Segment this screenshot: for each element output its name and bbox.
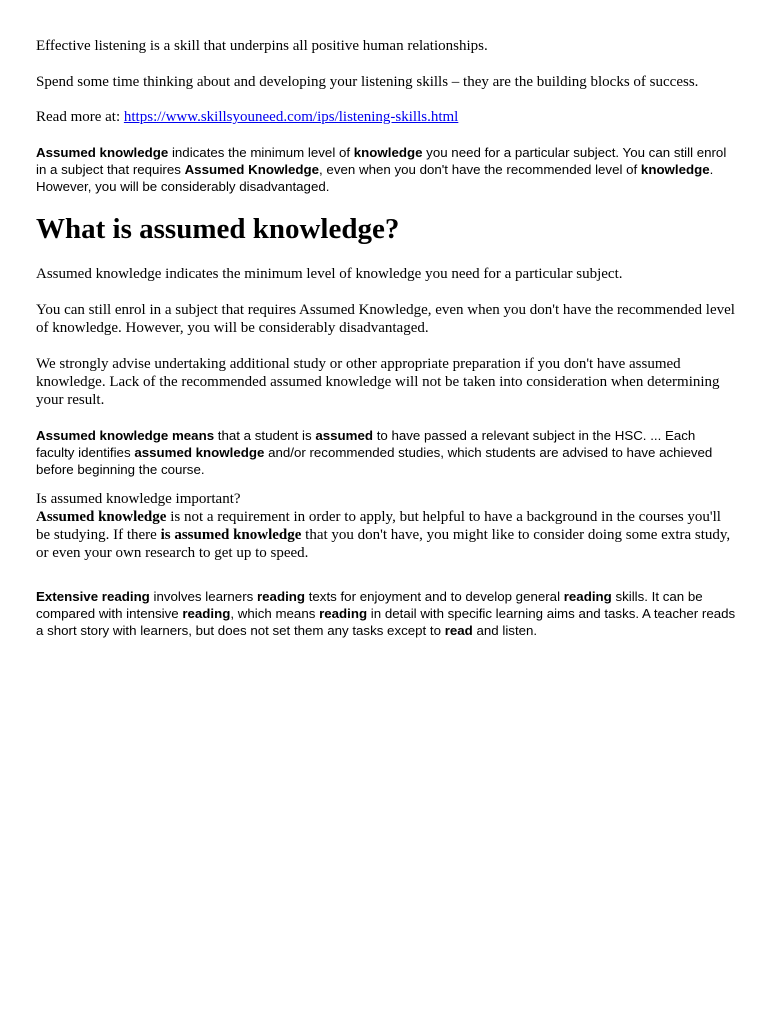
text-run: , even when you don't have the recommended level of: [319, 162, 641, 177]
text-run: involves learners: [149, 589, 257, 604]
text-run: and/or recommended studies, which students are advised to have achieved before beginning the course.: [36, 445, 713, 477]
extensive-reading-paragraph: [36, 588, 736, 639]
text-run: that a student is: [214, 428, 316, 443]
bold-term: is assumed knowledge: [160, 527, 302, 543]
bold-term: Extensive reading: [36, 589, 150, 604]
definition-paragraph: Assumed knowledge indicates the minimum level of knowledge you need for a particular subject.: [36, 266, 623, 282]
bold-term: Assumed knowledge: [36, 509, 167, 525]
text-run: that you don't have, you might like to consider doing some extra study, or even your own research to get up to speed.: [36, 527, 731, 561]
bold-term: Assumed knowledge: [36, 145, 169, 160]
bold-term: assumed: [315, 428, 374, 443]
listening-skills-paragraph: Spend some time thinking about and developing your listening skills – they are the building blocks of success.: [36, 74, 699, 90]
importance-section: [36, 490, 736, 562]
text-run: to have passed a relevant subject in the HSC. ... Each faculty identifies: [36, 428, 696, 460]
bold-term: Assumed Knowledge: [184, 162, 320, 177]
enrol-paragraph: You can still enrol in a subject that requires Assumed Knowledge, even when you don't have the recommended level of knowledge. However, you will be considerably disadvantaged.: [36, 302, 735, 336]
bold-term: reading: [319, 606, 368, 621]
read-more-line: [36, 108, 736, 126]
advice-paragraph: We strongly advise undertaking additional study or other appropriate preparation if you don't have assumed knowledge. Lack of the recommended assumed knowledge will not be taken into consideration when determining your result.: [36, 356, 720, 408]
text-run: you need for a particular subject. You can still enrol in a subject that requires: [36, 145, 727, 177]
bold-term: read: [444, 623, 473, 638]
intro-paragraph: Effective listening is a skill that underpins all positive human relationships.: [36, 38, 488, 54]
text-run: , which means: [230, 606, 320, 621]
assumed-knowledge-summary: [36, 144, 736, 195]
bold-term: assumed knowledge: [134, 445, 265, 460]
bold-term: Assumed knowledge means: [36, 428, 215, 443]
bold-term: knowledge: [640, 162, 710, 177]
skillsyouneed-link[interactable]: https://www.skillsyouneed.com/ips/listening-skills.html: [123, 109, 459, 125]
importance-answer: [36, 508, 736, 562]
bold-term: reading: [182, 606, 231, 621]
text-run: . However, you will be considerably disadvantaged.: [36, 162, 714, 194]
text-run: in detail with specific learning aims and tasks. A teacher reads a short story with learners, but does not set them any tasks except to: [36, 606, 736, 638]
text-run: texts for enjoyment and to develop general: [305, 589, 564, 604]
text-run: and listen.: [472, 623, 538, 638]
text-run: skills. It can be compared with intensive: [36, 589, 703, 621]
text-run: is not a requirement in order to apply, but helpful to have a background in the courses you'll be studying. If there: [36, 509, 721, 543]
importance-question: Is assumed knowledge important?: [36, 491, 241, 507]
read-more-label: Read more at:: [36, 109, 124, 125]
hsc-paragraph: [36, 427, 736, 478]
bold-term: reading: [563, 589, 612, 604]
text-run: indicates the minimum level of: [168, 145, 354, 160]
bold-term: knowledge: [353, 145, 423, 160]
section-heading: What is assumed knowledge?: [36, 213, 400, 245]
bold-term: reading: [256, 589, 306, 604]
